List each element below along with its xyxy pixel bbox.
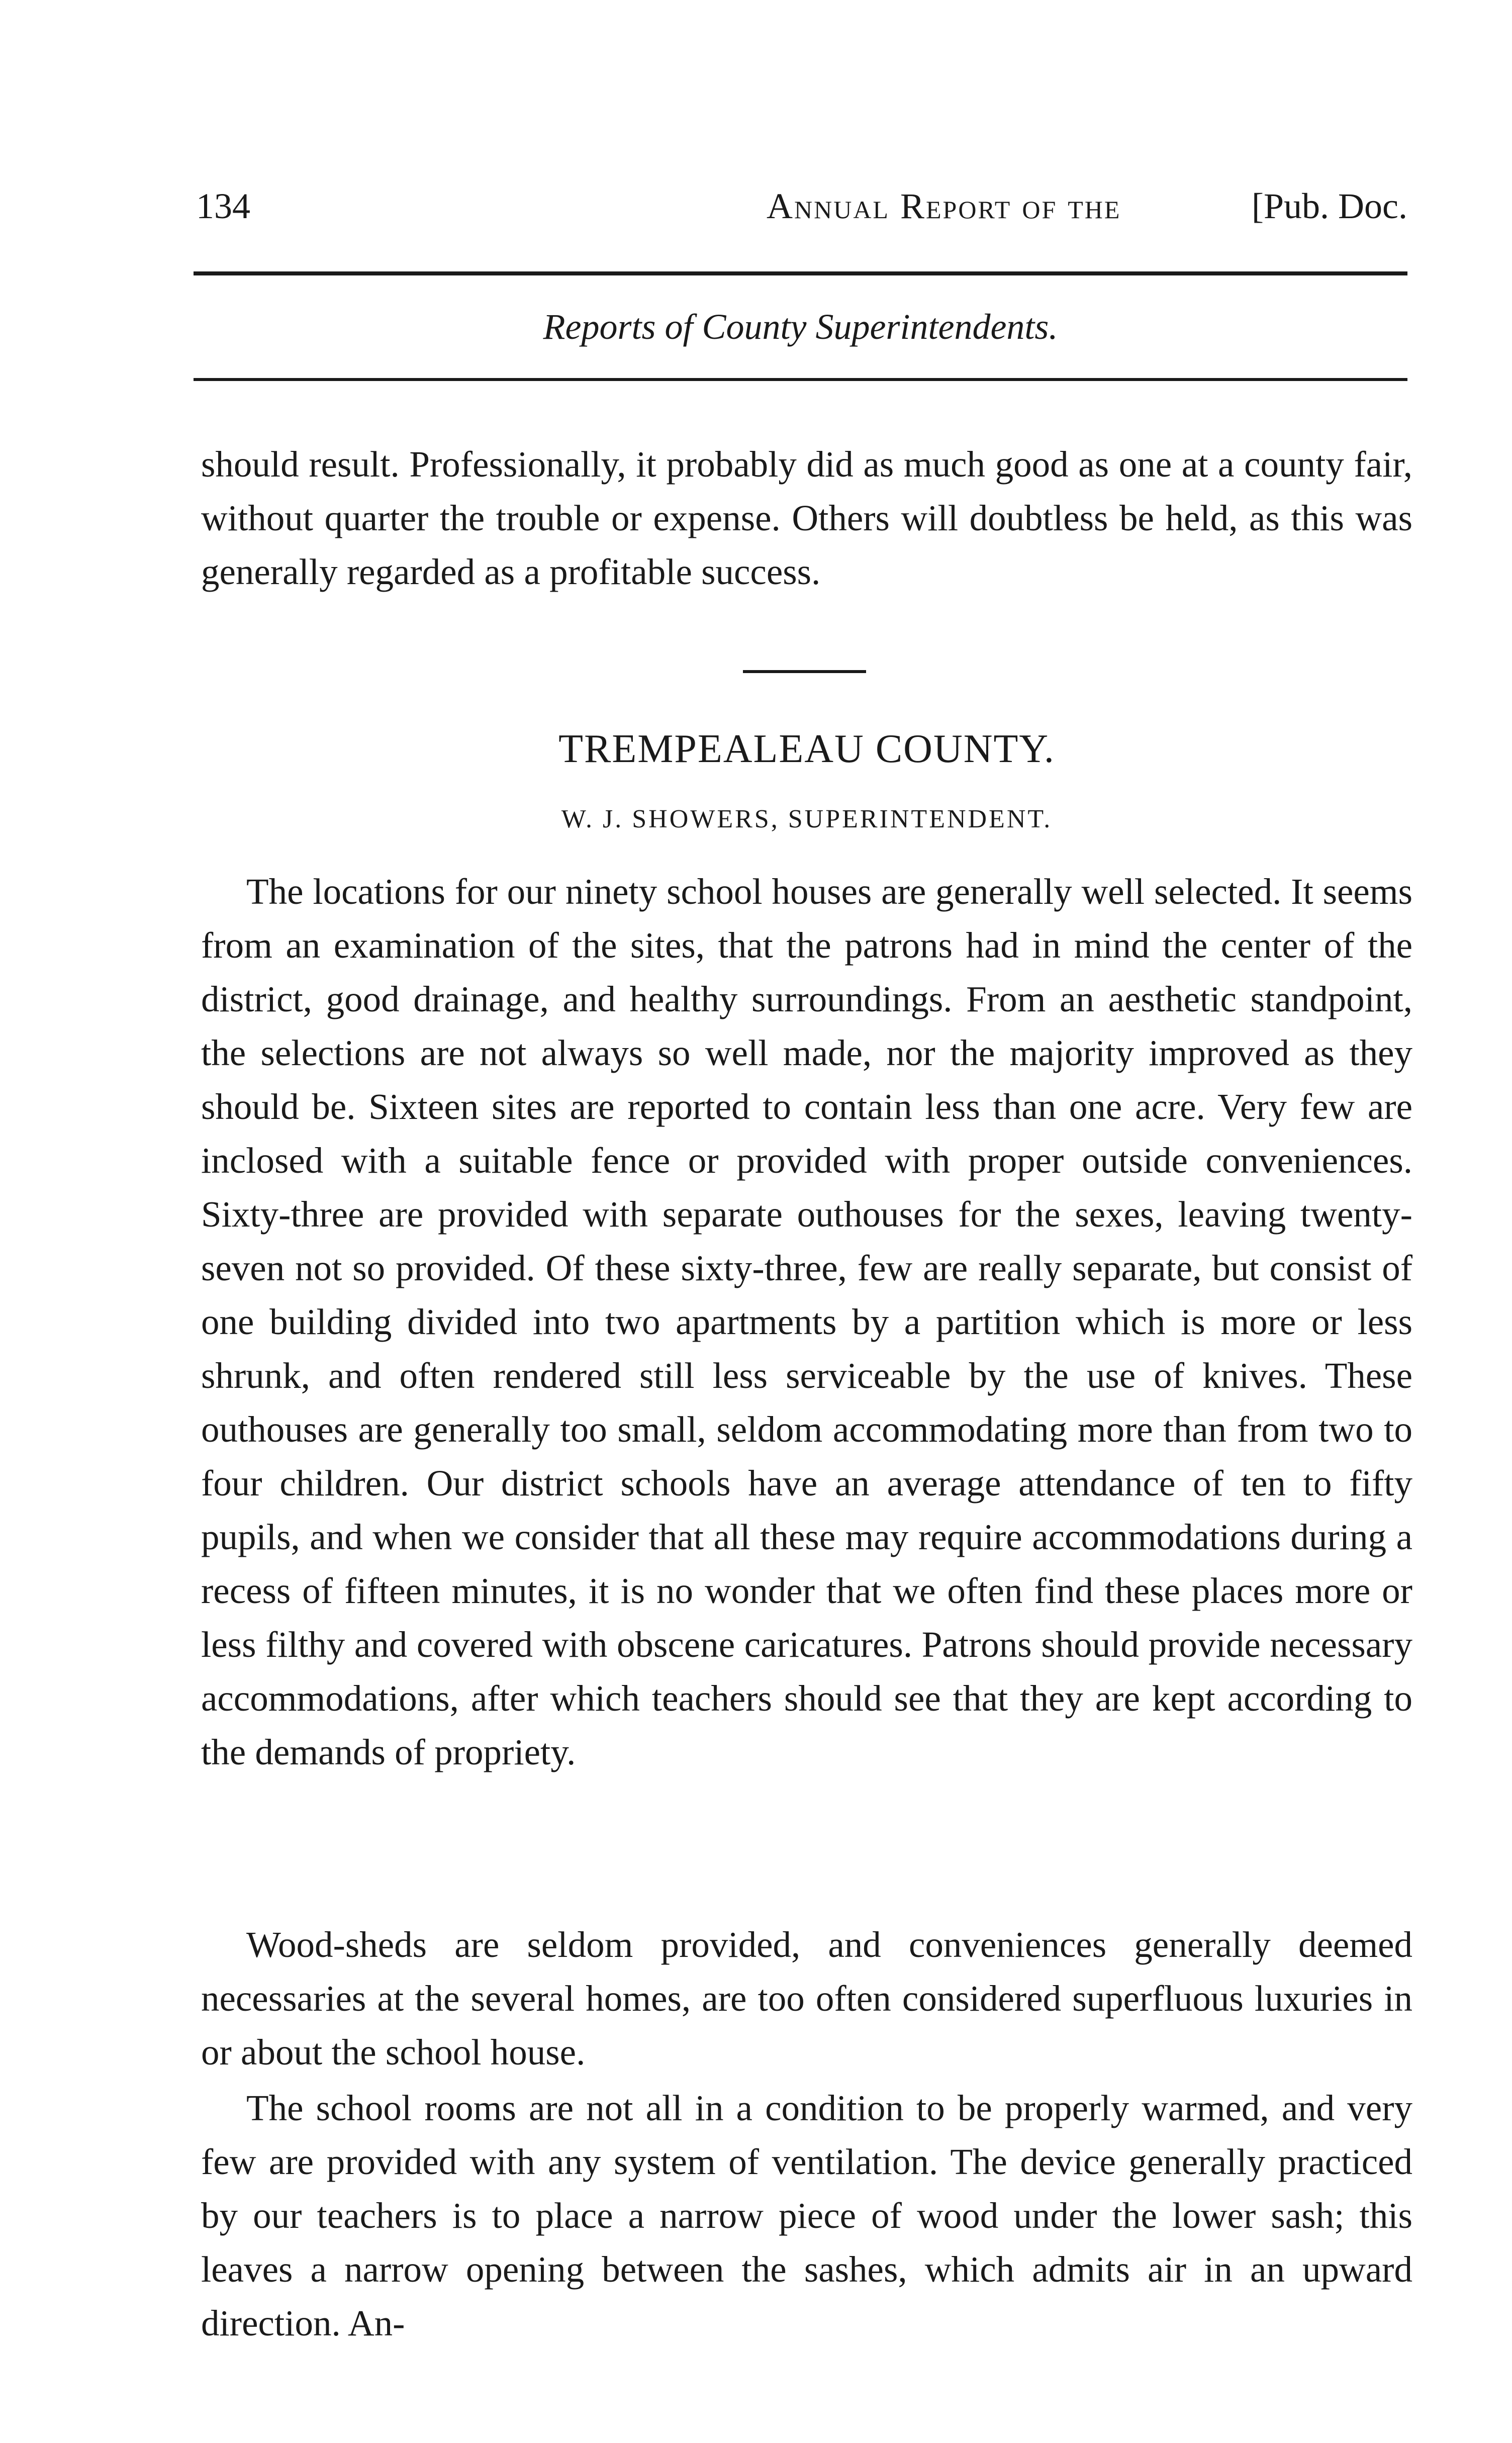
superintendent-name: W. J. SHOWERS, SUPERINTENDENT. <box>561 805 1053 833</box>
paragraph-text: Wood-sheds are seldom provided, and conveniences generally deemed necessaries at the several homes, are too often considered superfluous luxuries in or about the school house. <box>201 1924 1412 2073</box>
county-heading: TREMPEALEAU COUNTY. <box>558 727 1055 771</box>
paragraph-text: The locations for our ninety school houses are generally well selected. It seems from an examination of the sites, that the patrons had in mind the center of the district, good drainage, and healthy surroundings. From an aesthetic standpoint, the selections are not always so well made, nor the majority improved as they should be. Sixteen sites are reported to contain less than one acre. Very few are inclosed with a suitable fence or provided with proper outside conveniences. Sixty-three are provided with separate outhouses for the sexes, leaving twenty-seven not so provided. Of these sixty-three, few are really separate, but consist of one building divided into two apartments by a partition which is more or less shrunk, and often rendered still less serviceable by the use of knives. These outhouses are generally too small, seldom accommodating more than from two to four children. Our district schools have an average attendance of ten to fifty pupils, and when we consider that all these may require accommodations during a recess of fifteen minutes, it is no wonder that we often find these places more or less filthy and covered with obscene caricatures. Patrons should provide necessary accommodations, after which teachers should see that they are kept according to the demands of propriety. <box>201 871 1412 1772</box>
paragraph-text: The school rooms are not all in a condition to be properly warmed, and very few are provided with any system of ventilation. The device generally practiced by our teachers is to place a narrow piece of wood under the lower sash; this leaves a narrow opening between the sashes, which admits air in an upward direction. An- <box>201 2088 1412 2343</box>
header-rule-bottom <box>194 378 1407 381</box>
woodsheds-paragraph <box>201 1918 1412 2079</box>
header-rule-top <box>194 271 1407 275</box>
running-head <box>196 178 1407 234</box>
locations-paragraph <box>201 865 1412 1779</box>
page-number: 134 <box>196 186 250 226</box>
running-title: Annual Report of the <box>767 186 1121 226</box>
continuation-paragraph <box>201 437 1412 599</box>
section-heading: Reports of County Superintendents. <box>543 307 1058 347</box>
paragraph-text: should result. Professionally, it probably did as much good as one at a county fair, without quarter the trouble or expense. Others will doubtless be held, as this was generally regarded as a profitable success. <box>201 444 1412 592</box>
pub-doc-label: [Pub. Doc. <box>1252 186 1407 226</box>
school-rooms-paragraph <box>201 2081 1412 2350</box>
section-divider <box>743 670 866 673</box>
